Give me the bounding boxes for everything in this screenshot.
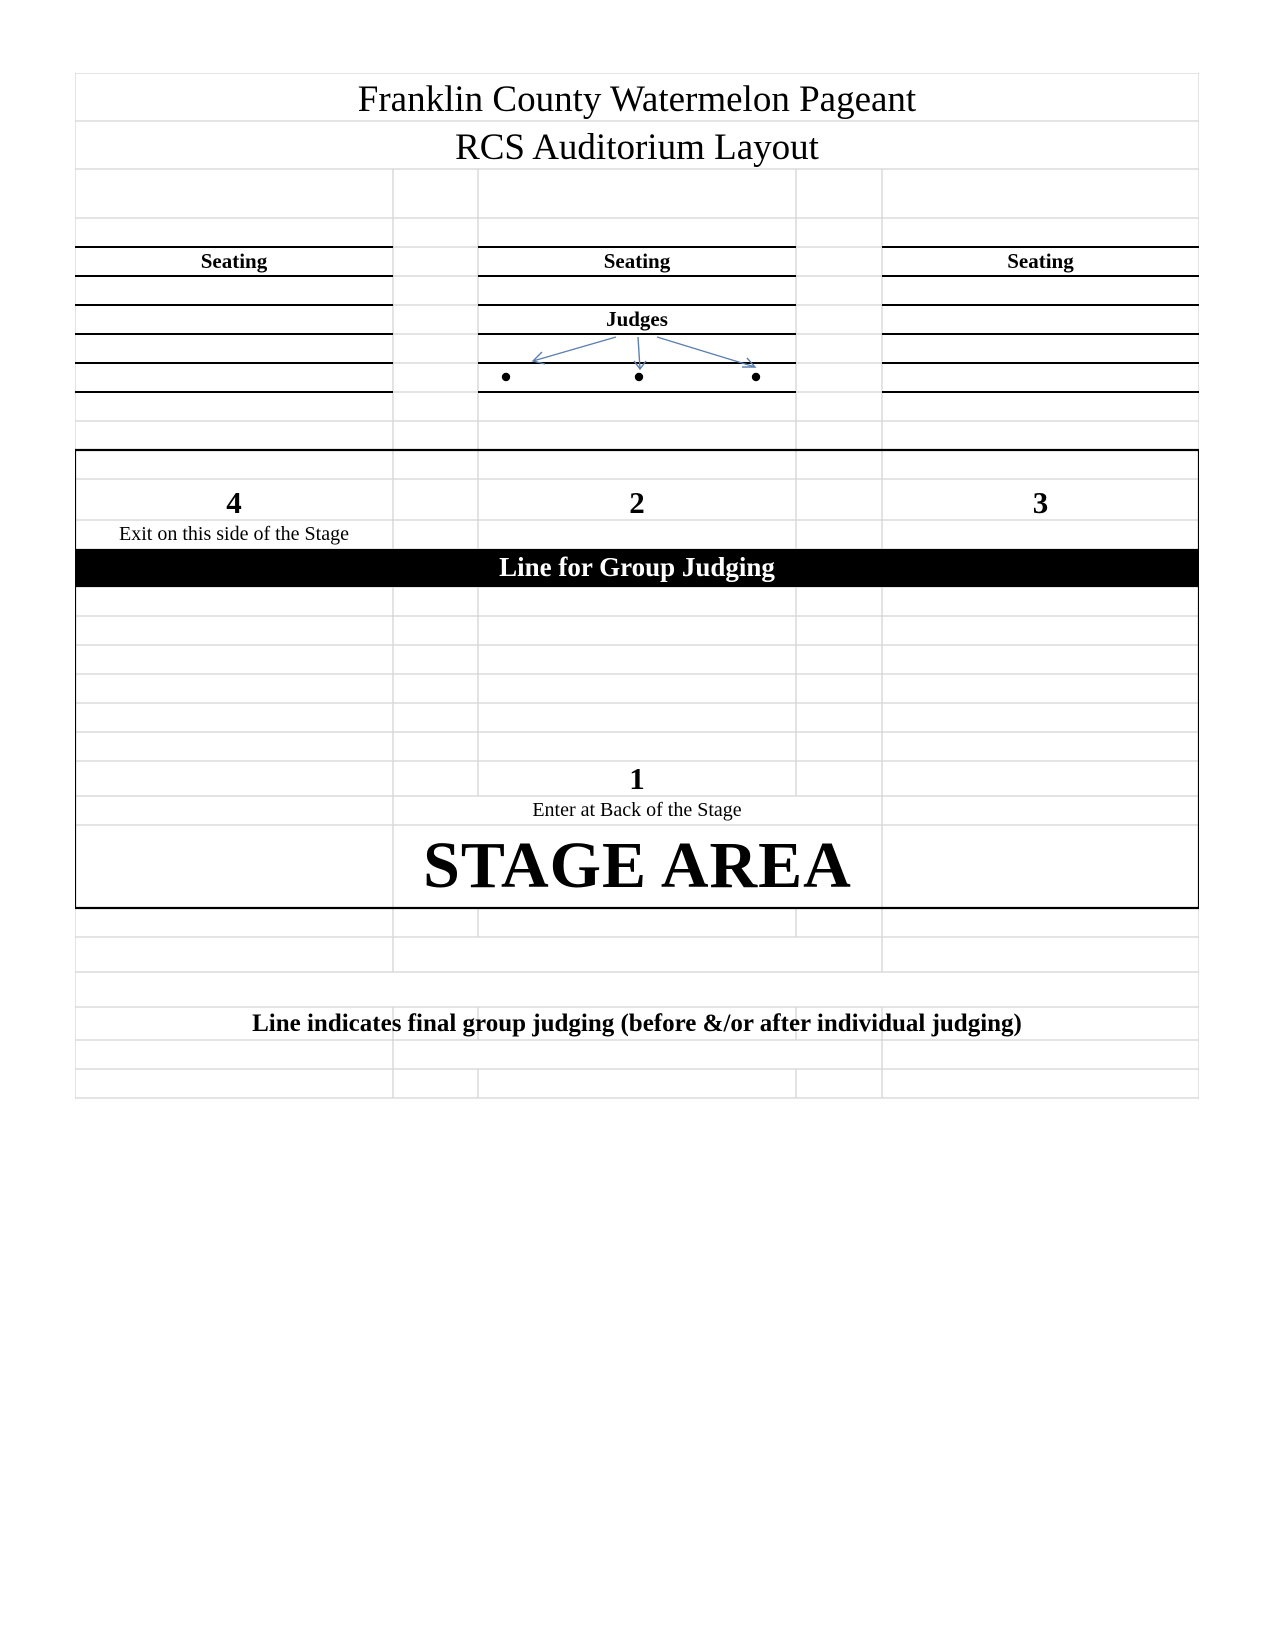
arrow-to-left-judge (533, 337, 616, 361)
page-subtitle: RCS Auditorium Layout (455, 127, 819, 168)
judges-label: Judges (606, 307, 668, 331)
seating-label-left: Seating (200, 249, 268, 273)
seating-label-center: Seating (603, 249, 671, 273)
arrow-to-center-judge (638, 337, 640, 369)
judge-seat-right (752, 373, 760, 381)
exit-note: Exit on this side of the Stage (119, 523, 349, 545)
judge-seat-center (635, 373, 643, 381)
auditorium-layout-sheet (75, 73, 1199, 1099)
stage-position-1: 1 (629, 761, 645, 796)
stage-area-label: STAGE AREA (423, 829, 852, 902)
page-title: Franklin County Watermelon Pageant (357, 79, 917, 120)
seating-label-right: Seating (1007, 249, 1074, 273)
group-judging-label: Line for Group Judging (499, 552, 775, 582)
judge-seat-left (502, 373, 510, 381)
judges-markers (502, 373, 760, 381)
stage-position-3: 3 (1032, 485, 1049, 520)
stage-position-4: 4 (226, 485, 242, 520)
legend-note: Line indicates final group judging (before &/or after individual judging) (252, 1010, 1022, 1037)
stage-position-2: 2 (629, 485, 645, 520)
enter-note: Enter at Back of the Stage (532, 799, 742, 821)
judges-arrows (533, 337, 755, 369)
